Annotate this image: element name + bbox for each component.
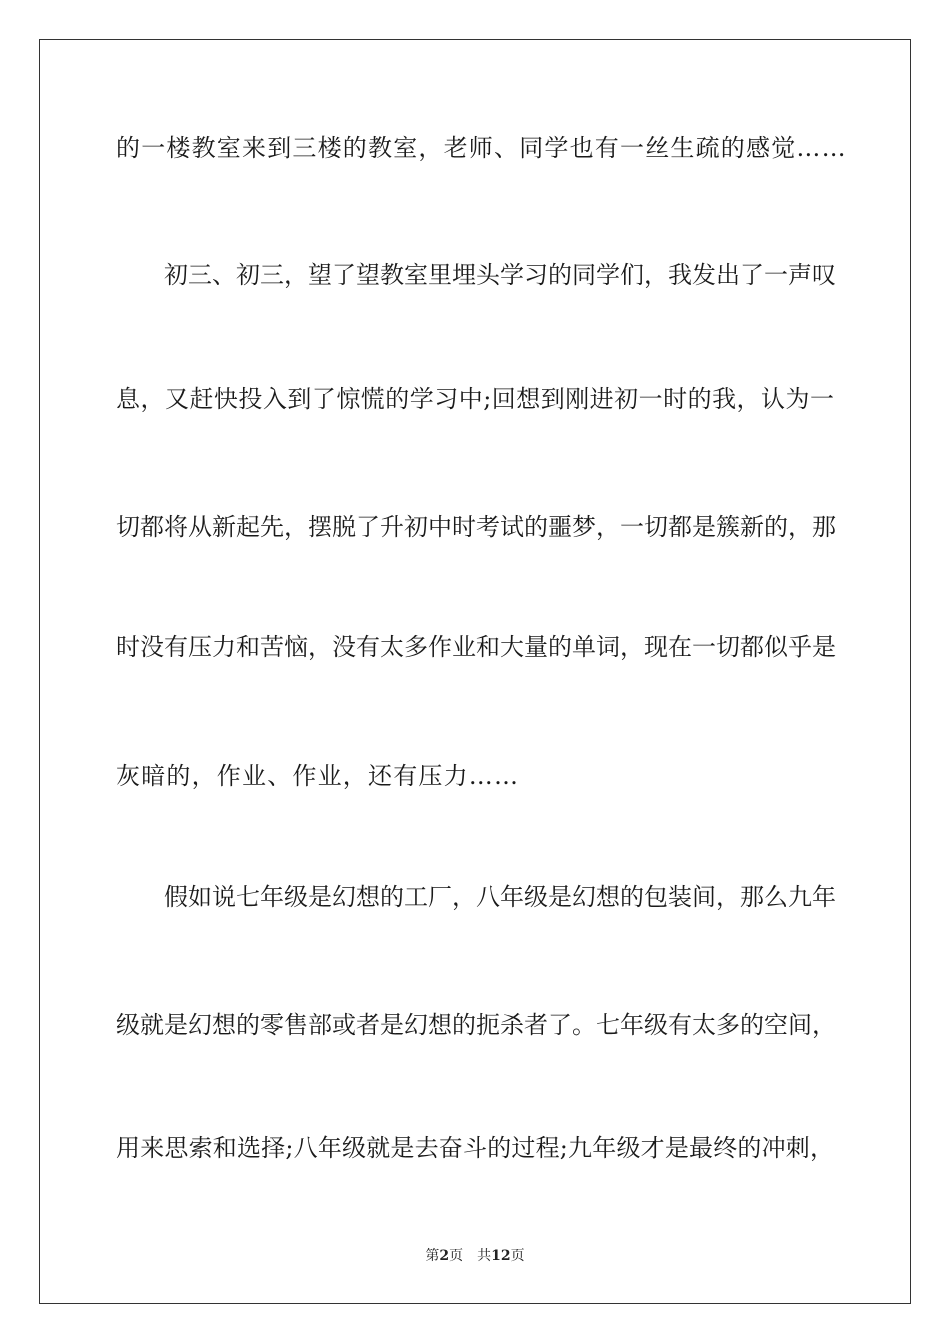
text-line: 切都将从新起先，摆脱了升初中时考试的噩梦，一切都是簇新的，那 <box>116 513 836 541</box>
page-prefix: 第 <box>425 1248 440 1264</box>
total-prefix: 共 <box>477 1248 492 1264</box>
current-page-number: 2 <box>439 1248 450 1264</box>
text-line: 息，又赶快投入到了惊慌的学习中;回想到刚进初一时的我，认为一 <box>116 385 834 413</box>
total-unit: 页 <box>510 1248 525 1264</box>
page-footer <box>0 1247 950 1265</box>
text-line: 的一楼教室来到三楼的教室，老师、同学也有一丝生疏的感觉…… <box>116 134 847 162</box>
page-unit: 页 <box>449 1248 464 1264</box>
text-line: 时没有压力和苦恼，没有太多作业和大量的单词，现在一切都似乎是 <box>116 633 836 661</box>
text-line: 用来思索和选择;八年级就是去奋斗的过程;九年级才是最终的冲刺， <box>116 1134 834 1162</box>
text-line: 灰暗的，作业、作业，还有压力…… <box>116 762 520 790</box>
page-border <box>39 39 911 1304</box>
total-page-count: 12 <box>491 1248 511 1264</box>
paragraph-start-line: 初三、初三，望了望教室里埋头学习的同学们，我发出了一声叹 <box>164 261 836 289</box>
paragraph-start-line: 假如说七年级是幻想的工厂，八年级是幻想的包装间，那么九年 <box>164 883 836 911</box>
text-line: 级就是幻想的零售部或者是幻想的扼杀者了。七年级有太多的空间， <box>116 1011 836 1039</box>
